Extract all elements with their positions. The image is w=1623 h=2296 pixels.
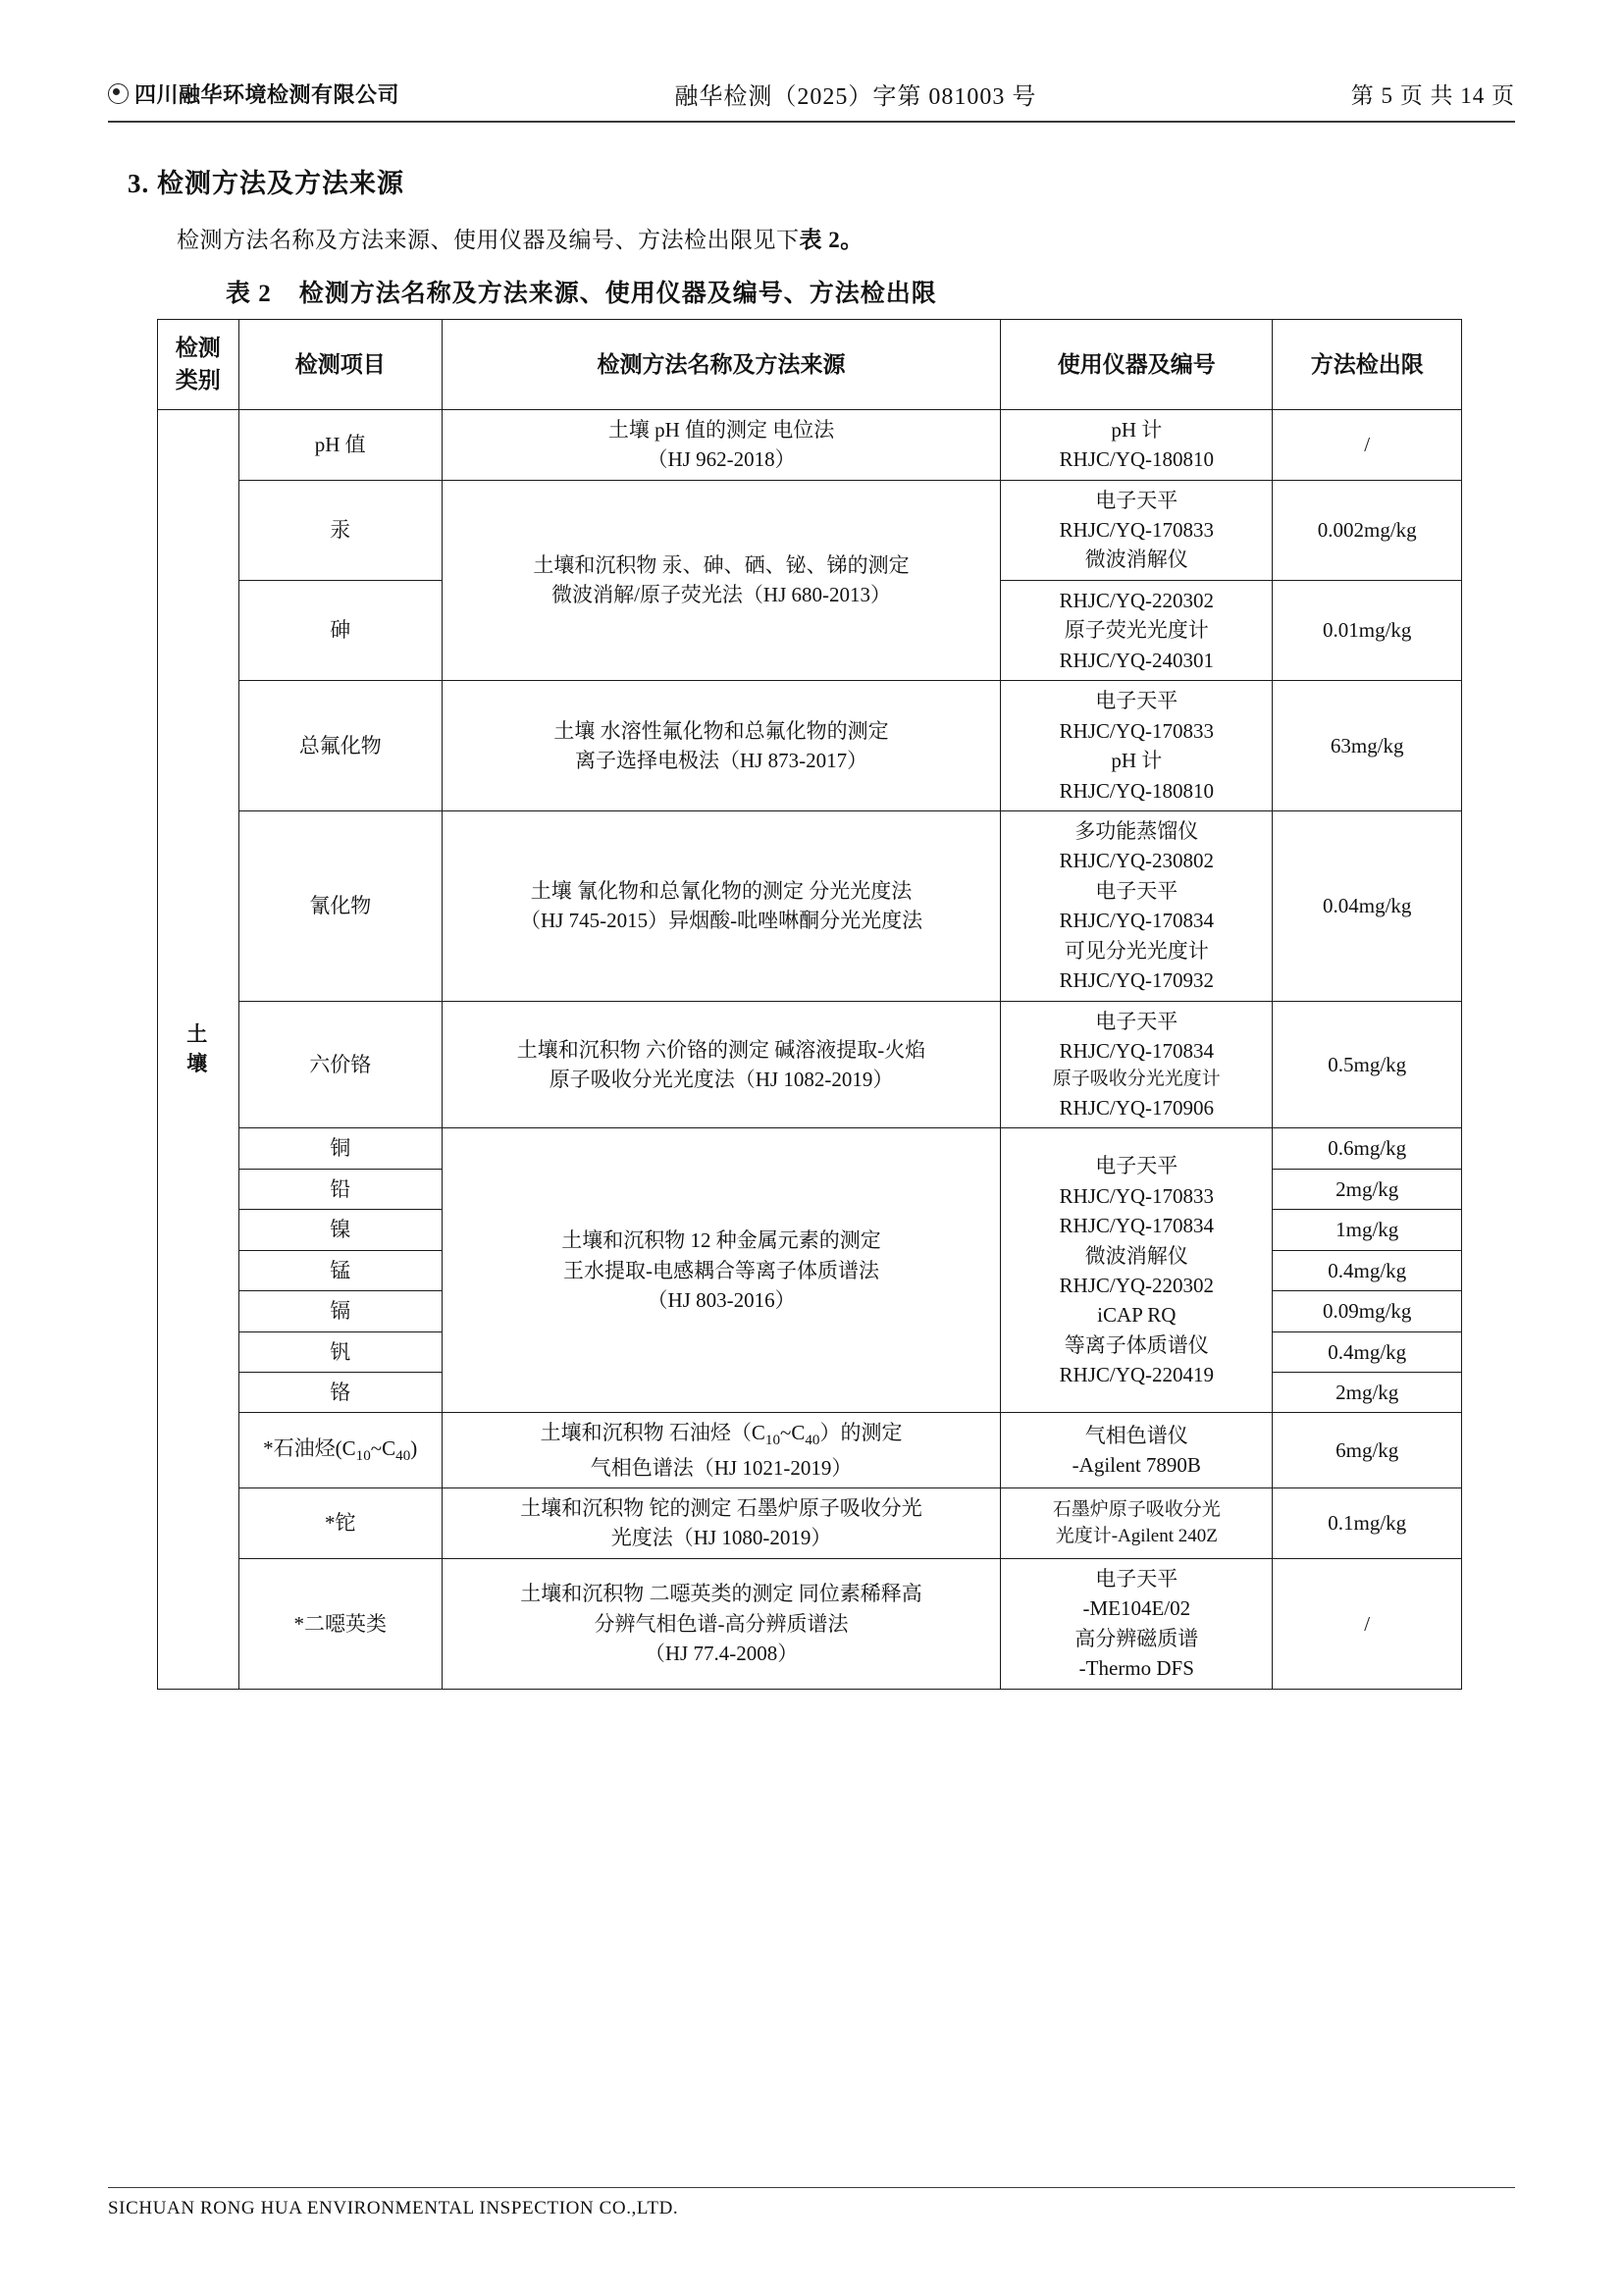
instrument-ph <box>1001 409 1273 480</box>
item-dioxins: *二噁英类 <box>238 1558 442 1689</box>
table-row <box>158 409 1462 480</box>
method-tl-l1: 土壤和沉积物 铊的测定 石墨炉原子吸收分光 <box>520 1496 922 1521</box>
lod-cr6: 0.5mg/kg <box>1273 1001 1462 1128</box>
method-dioxins <box>442 1558 1000 1689</box>
method-fluoride <box>442 681 1000 811</box>
instrument-fluoride-l2: RHJC/YQ-170833 <box>1059 718 1215 743</box>
method-cyanide-l1: 土壤 氰化物和总氰化物的测定 分光光度法 <box>530 878 913 903</box>
instrument-metals-l7: 等离子体质谱仪 <box>1064 1332 1209 1357</box>
table-caption-text: 检测方法名称及方法来源、使用仪器及编号、方法检出限 <box>298 281 937 307</box>
method-petroleum-l1a: 土壤和沉积物 石油烃（C <box>540 1421 765 1445</box>
method-cyanide <box>442 810 1000 1001</box>
lod-mn: 0.4mg/kg <box>1273 1250 1462 1290</box>
instrument-dioxins-l1: 电子天平 <box>1095 1566 1178 1591</box>
col-header-method: 检测方法名称及方法来源 <box>442 320 1000 410</box>
page-header <box>108 0 1515 123</box>
item-tl: *铊 <box>238 1488 442 1559</box>
item-petroleum-sub1: 10 <box>355 1447 371 1464</box>
instrument-cyanide-l6: RHJC/YQ-170932 <box>1059 968 1215 993</box>
lod-as: 0.01mg/kg <box>1273 580 1462 680</box>
instrument-metals-l1: 电子天平 <box>1095 1154 1178 1178</box>
method-cyanide-l2: （HJ 745-2015）异烟酸-吡唑啉酮分光光度法 <box>520 909 923 933</box>
method-petroleum-sub1: 10 <box>764 1433 780 1449</box>
table-row <box>158 1558 1462 1689</box>
table-row <box>158 1128 1462 1169</box>
instrument-dioxins <box>1001 1558 1273 1689</box>
item-petroleum-mid: ~C <box>370 1435 396 1460</box>
instrument-tl <box>1001 1488 1273 1559</box>
lod-ni: 1mg/kg <box>1273 1210 1462 1250</box>
item-fluoride: 总氟化物 <box>238 681 442 811</box>
item-hg: 汞 <box>238 480 442 580</box>
lod-cyanide: 0.04mg/kg <box>1273 810 1462 1001</box>
section-paragraph-text: 检测方法名称及方法来源、使用仪器及编号、方法检出限见下 <box>177 228 800 252</box>
method-cr6-l1: 土壤和沉积物 六价铬的测定 碱溶液提取-火焰 <box>516 1037 926 1062</box>
item-petroleum-prefix: *石油烃(C <box>263 1435 356 1460</box>
item-petroleum-hydrocarbons <box>238 1413 442 1488</box>
instrument-ph-l2: RHJC/YQ-180810 <box>1059 447 1215 472</box>
item-mn: 锰 <box>238 1250 442 1290</box>
instrument-as-l3: RHJC/YQ-240301 <box>1059 648 1215 672</box>
item-cd: 镉 <box>238 1291 442 1331</box>
instrument-cr6-l2: RHJC/YQ-170834 <box>1059 1039 1215 1063</box>
instrument-metals-l6: iCAP RQ <box>1097 1303 1177 1328</box>
lod-v: 0.4mg/kg <box>1273 1331 1462 1372</box>
instrument-metals-l2: RHJC/YQ-170833 <box>1059 1183 1215 1208</box>
lod-tl: 0.1mg/kg <box>1273 1488 1462 1559</box>
method-metals-l1: 土壤和沉积物 12 种金属元素的测定 <box>561 1228 881 1253</box>
company-name: 四川融华环境检测有限公司 <box>134 82 400 107</box>
instrument-metals-l8: RHJC/YQ-220419 <box>1059 1363 1215 1387</box>
page-footer: SICHUAN RONG HUA ENVIRONMENTAL INSPECTION CO.,LTD. <box>108 2187 1515 2219</box>
instrument-hg-l3: 微波消解仪 <box>1084 548 1188 572</box>
company-name-block <box>108 78 399 109</box>
instrument-cyanide-l3: 电子天平 <box>1095 878 1178 903</box>
instrument-fluoride-l1: 电子天平 <box>1095 689 1178 713</box>
instrument-as-l2: 原子荧光光度计 <box>1064 618 1209 643</box>
instrument-metals-l3: RHJC/YQ-170834 <box>1059 1214 1215 1238</box>
instrument-hg-l1: 电子天平 <box>1095 488 1178 512</box>
table-row <box>158 1413 1462 1488</box>
instrument-cr6 <box>1001 1001 1273 1128</box>
lod-petroleum-hydrocarbons: 6mg/kg <box>1273 1413 1462 1488</box>
table-caption <box>226 274 1515 309</box>
company-logo-icon <box>108 83 129 104</box>
instrument-cyanide-l2: RHJC/YQ-230802 <box>1059 849 1215 873</box>
lod-cu: 0.6mg/kg <box>1273 1128 1462 1169</box>
item-petroleum-suffix: ) <box>410 1435 418 1460</box>
instrument-hg <box>1001 480 1273 580</box>
instrument-fluoride <box>1001 681 1273 811</box>
table-row <box>158 810 1462 1001</box>
col-header-category-l2: 类别 <box>175 368 221 393</box>
instrument-metals-l4: 微波消解仪 <box>1084 1243 1188 1268</box>
item-petroleum-sub2: 40 <box>395 1447 411 1464</box>
lod-cd: 0.09mg/kg <box>1273 1291 1462 1331</box>
page-number: 第 5 页 共 14 页 <box>1350 83 1515 108</box>
method-petroleum-l1 <box>446 1418 996 1452</box>
table-header-row <box>158 320 1462 410</box>
method-tl-l2: 光度法（HJ 1080-2019） <box>610 1526 832 1550</box>
instrument-tl-l2: 光度计-Agilent 240Z <box>1055 1526 1218 1547</box>
instrument-dioxins-l2: -ME104E/02 <box>1082 1596 1191 1621</box>
method-cr6 <box>442 1001 1000 1128</box>
table-row <box>158 681 1462 811</box>
instrument-metals-l5: RHJC/YQ-220302 <box>1059 1273 1215 1297</box>
instrument-cyanide-l4: RHJC/YQ-170834 <box>1059 909 1215 933</box>
lod-dioxins: / <box>1273 1558 1462 1689</box>
item-pb: 铅 <box>238 1169 442 1209</box>
col-header-lod: 方法检出限 <box>1273 320 1462 410</box>
section-heading: 3. 检测方法及方法来源 <box>128 169 404 198</box>
category-soil-l2: 壤 <box>186 1052 210 1076</box>
category-soil-l1: 土 <box>186 1021 210 1046</box>
item-cu: 铜 <box>238 1128 442 1169</box>
instrument-as <box>1001 580 1273 680</box>
instrument-petroleum-l1: 气相色谱仪 <box>1084 1423 1188 1447</box>
method-petroleum-l1c: ）的测定 <box>819 1421 903 1445</box>
item-cr6: 六价铬 <box>238 1001 442 1128</box>
lod-hg: 0.002mg/kg <box>1273 480 1462 580</box>
col-header-category-l1: 检测 <box>175 336 221 360</box>
col-header-category <box>158 320 239 410</box>
instrument-fluoride-l4: RHJC/YQ-180810 <box>1059 778 1215 803</box>
method-ph-l2: （HJ 962-2018） <box>647 447 796 472</box>
report-number: 融华检测（2025）字第 081003 号 <box>674 84 1037 110</box>
table-row <box>158 480 1462 580</box>
method-hg-as-l1: 土壤和沉积物 汞、砷、硒、铋、锑的测定 <box>533 552 910 577</box>
table-row <box>158 1488 1462 1559</box>
lod-cr: 2mg/kg <box>1273 1373 1462 1413</box>
method-petroleum-hydrocarbons <box>442 1413 1000 1488</box>
instrument-as-l1: RHJC/YQ-220302 <box>1059 588 1215 612</box>
item-cyanide: 氰化物 <box>238 810 442 1001</box>
item-cr: 铬 <box>238 1373 442 1413</box>
method-hg-as-l2: 微波消解/原子荧光法（HJ 680-2013） <box>551 583 892 607</box>
method-cr6-l2: 原子吸收分光光度法（HJ 1082-2019） <box>549 1067 894 1091</box>
method-metals-l3: （HJ 803-2016） <box>647 1288 796 1313</box>
instrument-tl-l1: 石墨炉原子吸收分光 <box>1052 1498 1221 1520</box>
col-header-item: 检测项目 <box>238 320 442 410</box>
method-metals <box>442 1128 1000 1413</box>
method-fluoride-l2: 离子选择电极法（HJ 873-2017） <box>575 749 868 773</box>
item-v: 钒 <box>238 1331 442 1372</box>
lod-ph: / <box>1273 409 1462 480</box>
instrument-cyanide-l1: 多功能蒸馏仪 <box>1074 818 1199 843</box>
instrument-dioxins-l4: -Thermo DFS <box>1078 1656 1194 1681</box>
category-soil <box>158 409 239 1689</box>
instrument-hg-l2: RHJC/YQ-170833 <box>1059 518 1215 542</box>
instrument-cr6-l1: 电子天平 <box>1095 1009 1178 1033</box>
method-dioxins-l2: 分辨气相色谱-高分辨质谱法 <box>594 1611 849 1636</box>
item-as: 砷 <box>238 580 442 680</box>
instrument-petroleum-l2: -Agilent 7890B <box>1072 1453 1201 1478</box>
method-hg-as <box>442 480 1000 681</box>
col-header-instrument: 使用仪器及编号 <box>1001 320 1273 410</box>
method-tl <box>442 1488 1000 1559</box>
item-ni: 镍 <box>238 1210 442 1250</box>
item-ph: pH 值 <box>238 409 442 480</box>
table-caption-number: 表 2 <box>226 281 272 307</box>
instrument-cr6-l3: 原子吸收分光光度计 <box>1052 1069 1221 1090</box>
instrument-metals <box>1001 1128 1273 1413</box>
method-petroleum-sub2: 40 <box>805 1433 820 1449</box>
instrument-fluoride-l3: pH 计 <box>1111 749 1163 773</box>
instrument-cyanide <box>1001 810 1273 1001</box>
method-petroleum-l1b: ~C <box>780 1421 806 1445</box>
method-ph-l1: 土壤 pH 值的测定 电位法 <box>607 417 835 442</box>
instrument-cr6-l4: RHJC/YQ-170906 <box>1059 1095 1215 1120</box>
method-petroleum-l2: 气相色谱法（HJ 1021-2019） <box>590 1455 853 1480</box>
method-dioxins-l3: （HJ 77.4-2008） <box>644 1642 799 1665</box>
method-fluoride-l1: 土壤 水溶性氟化物和总氟化物的测定 <box>553 718 889 743</box>
method-ph <box>442 409 1000 480</box>
methods-table <box>157 319 1462 1690</box>
instrument-ph-l1: pH 计 <box>1111 417 1163 442</box>
section-paragraph <box>177 222 1515 254</box>
method-metals-l2: 王水提取-电感耦合等离子体质谱法 <box>563 1258 880 1282</box>
lod-fluoride: 63mg/kg <box>1273 681 1462 811</box>
method-dioxins-l1: 土壤和沉积物 二噁英类的测定 同位素稀释高 <box>520 1582 922 1606</box>
lod-pb: 2mg/kg <box>1273 1169 1462 1209</box>
section-paragraph-emphasis: 表 2。 <box>799 228 864 252</box>
instrument-petroleum-hydrocarbons <box>1001 1413 1273 1488</box>
instrument-dioxins-l3: 高分辨磁质谱 <box>1074 1626 1199 1650</box>
instrument-cyanide-l5: 可见分光光度计 <box>1064 938 1209 963</box>
table-row <box>158 1001 1462 1128</box>
